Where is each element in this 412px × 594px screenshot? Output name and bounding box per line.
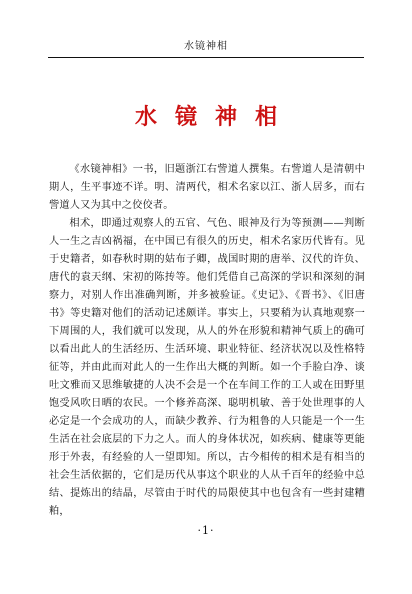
running-head: 水镜神相 — [184, 41, 228, 52]
chapter-title: 水镜神相 — [134, 104, 295, 130]
paragraph: 相术，即通过观察人的五官、气色、眼神及行为等预测——判断人一生之吉凶祸福，在中国已有很久的历史，相术名家历代皆有。见于史籍者，如春秋时期的姑布子卿，战国时期的唐举、汉代的许负、唐代的袁天纲、宋初的陈抟等。他们凭借自己高深的学识和深刻的洞察力，对别人作出准确判断，并多被验证。《史记》、《晋书》、《旧唐书》等史籍对他们的活动记述颇详。事实上，只要稍为认真地观察一下周围的人，我们就可以发现，从人的外在形貌和精神气质上的确可以看出此人的生活经历、生活环境、职业特征、经济状况以及性格特征等，并由此而对此人的一生作出大概的判断。如一个手脸白净、谈吐文雅而又思维敏捷的人决不会是一个在车间工作的工人或在田野里饱受风吹日晒的农民。一个修养高深、聪明机敏、善于处世理事的人必定是一个会成功的人，而缺少教养、行为粗鲁的人只能是一个一生生活在社会底层的下力之人。而人的身体状况，如疾病、健康等更能形于外表，有经验的人一望即知。所以，古今相传的相术是有相当的社会生活依据的，它们是历代从事这个职业的人从千百年的经验中总结、提炼出的结晶，尽管由于时代的局限使其中也包含有一些封建糟粕， — [49, 218, 365, 517]
page-number: ·1· — [197, 524, 215, 537]
body-text — [49, 161, 365, 521]
paragraph: 《水镜神相》一书，旧题浙江右訾道人撰集。右訾道人是清朝中期人，生平事迹不详。明、清两代，相术名家以江、浙人居多，而右訾道人又为其中之佼佼者。 — [49, 164, 365, 211]
header-rule — [48, 57, 364, 58]
